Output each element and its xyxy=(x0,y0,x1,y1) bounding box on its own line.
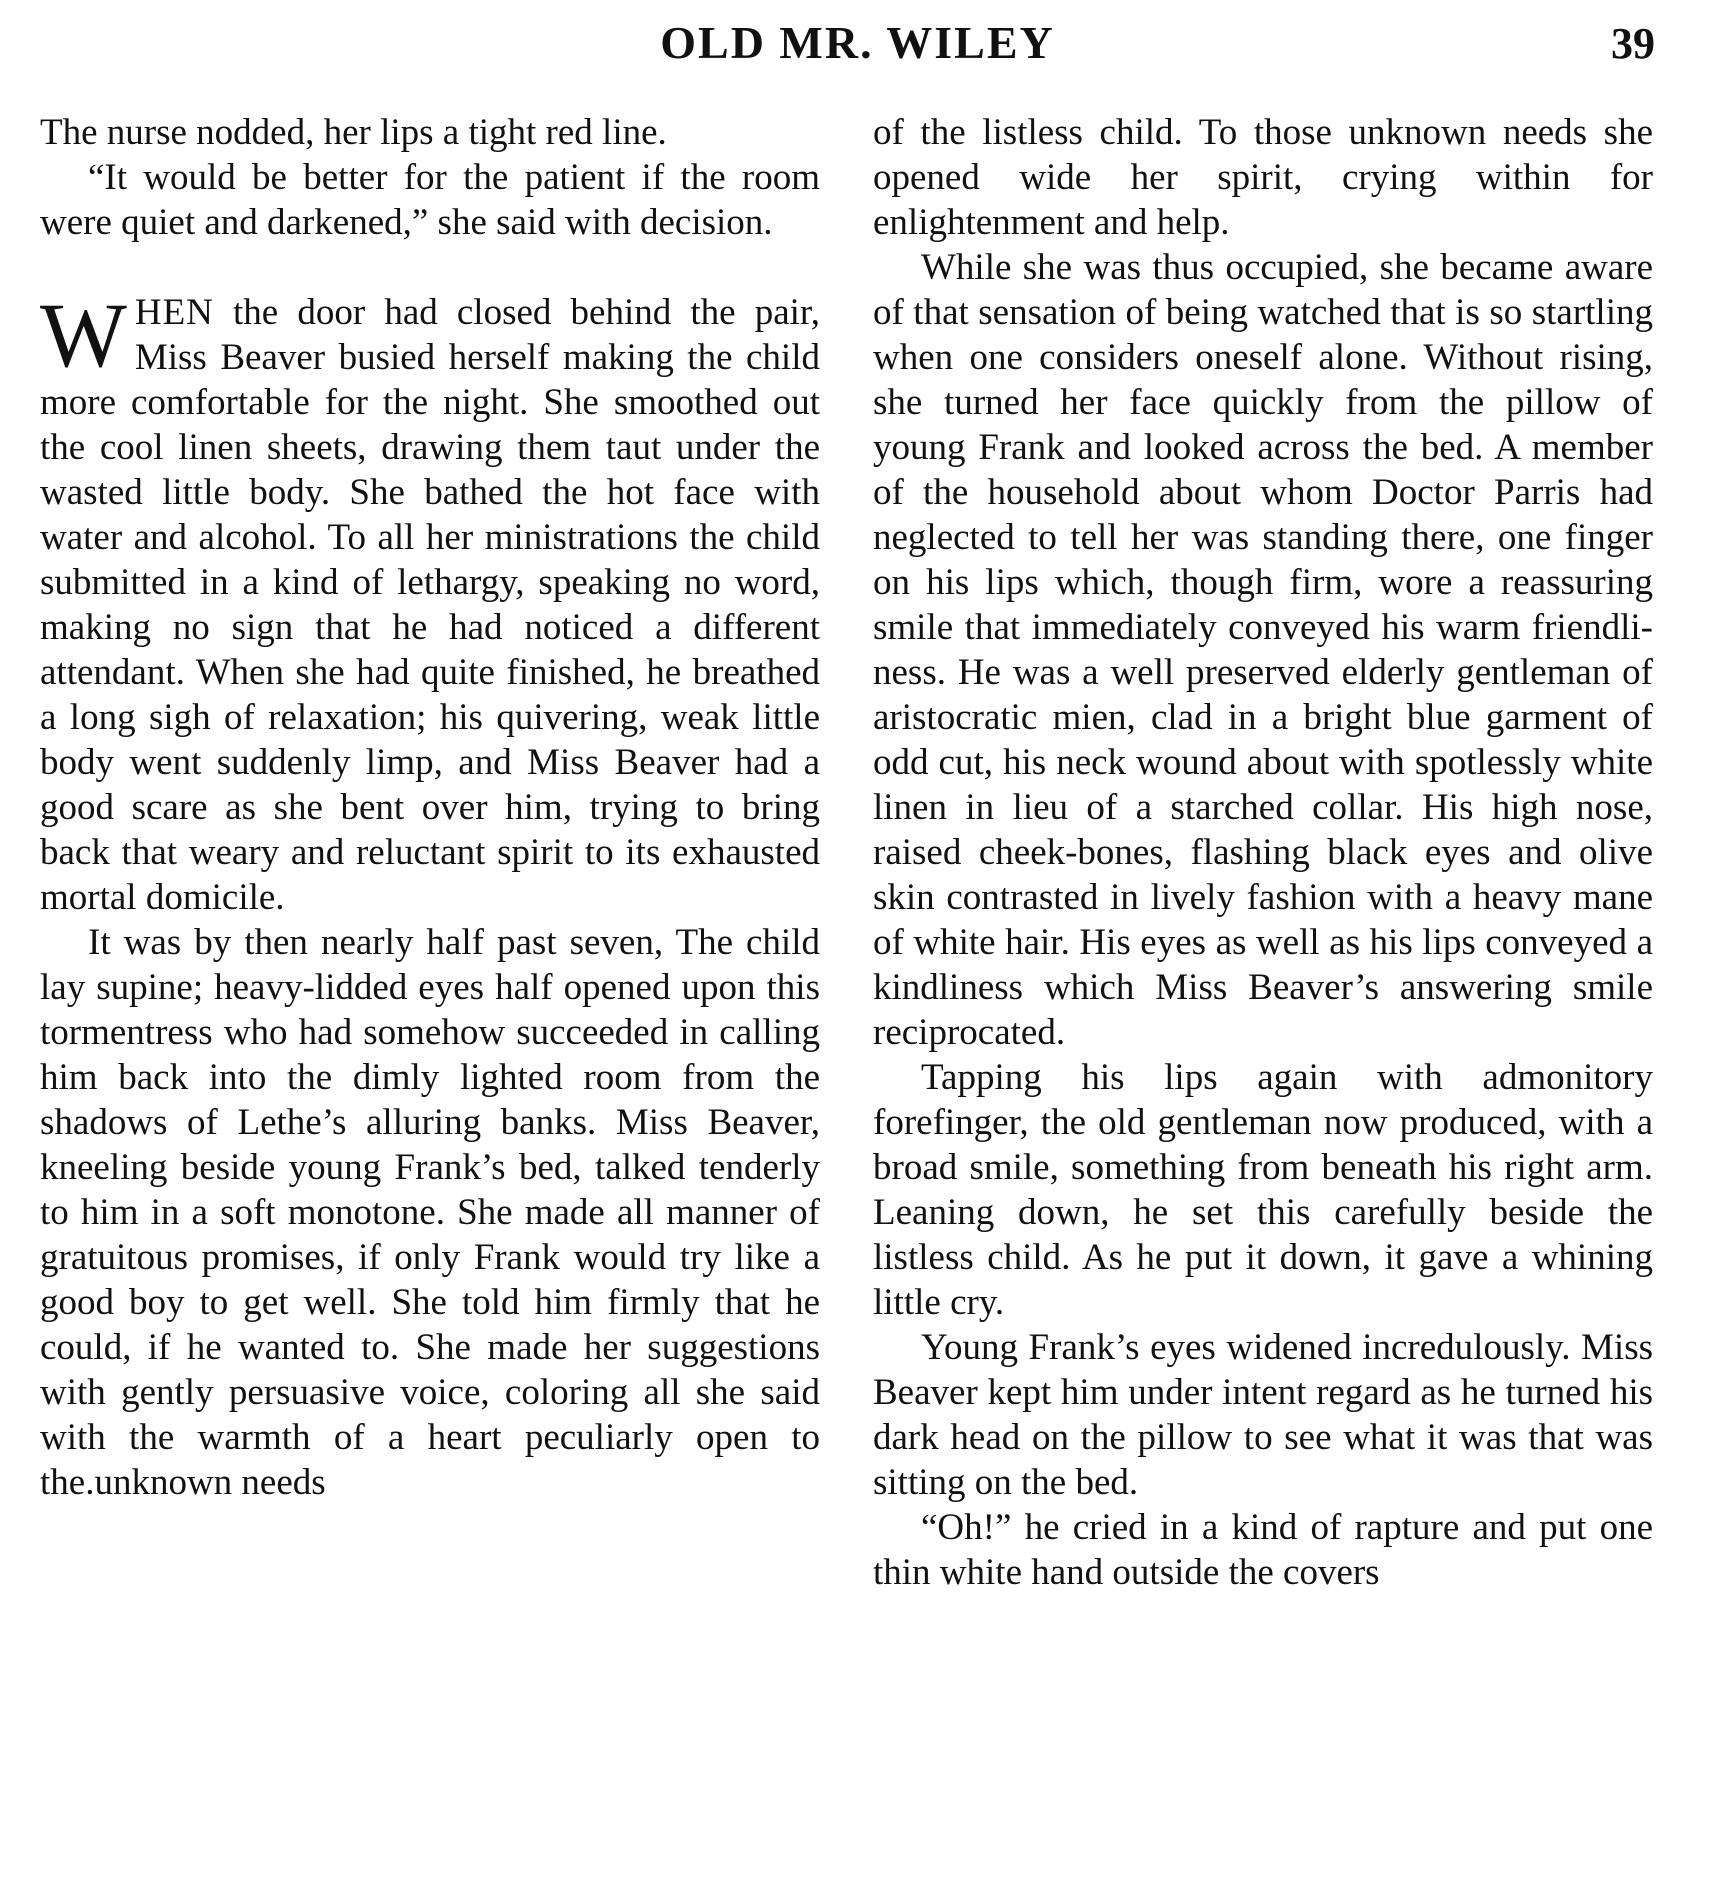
right-column xyxy=(873,110,1653,1595)
paragraph-text: the door had closed behind the pair, Miss Beaver busied herself making the child more comfortable for the night. She smoothed out the cool linen sheets, drawing them taut under the wasted little body. She bathed the hot face with water and alcohol. To all her ministrations the child submitted in a kind of lethargy, speaking no word, making no sign that he had noticed a different attendant. When she had quite finished, he breathed a long sigh of relaxation; his quivering, weak little body went suddenly limp, and Miss Beaver had a good scare as she bent over him, trying to bring back that weary and reluctant spirit to its exhausted mortal domicile. xyxy=(40,292,820,918)
paragraph: It was by then nearly half past seven, The child lay supine; heavy-lidded eyes half opened upon this tormentress who had somehow succeeded in calling him back into the dimly lighted room from the shadows of Lethe’s alluring banks. Miss Beaver, kneeling beside young Frank’s bed, talked tenderly to him in a soft monotone. She made all manner of gratuitous promises, if only Frank would try like a good boy to get well. She told him firmly that he could, if he wanted to. She made her suggestions with gently persuasive voice, coloring all she said with the warmth of a heart peculiarly open to the.unknown needs xyxy=(40,922,820,1503)
running-title: OLD MR. WILEY xyxy=(660,17,1055,68)
lead-word: HEN xyxy=(134,292,214,333)
paragraph: Tapping his lips again with admonitory forefinger, the old gentleman now produced, with a broad smile, something from beneath his right arm. Leaning down, he set this carefully beside the listless child. As he put it down, it gave a whining little cry. xyxy=(873,1057,1653,1323)
paragraph: “Oh!” he cried in a kind of rapture and put one thin white hand outside the covers xyxy=(873,1507,1653,1593)
page-number: 39 xyxy=(1611,19,1655,68)
paragraph: Young Frank’s eyes widened incredulously. Miss Beaver kept him under intent regard as he turned his dark head on the pillow to see what it was that was sitting on the bed. xyxy=(873,1327,1653,1503)
paragraph: While she was thus occupied, she became aware of that sensation of being watched that is so startling when one considers oneself alone. Without rising, she turned her face quickly from the pillow of young Frank and looked across the bed. A member of the household about whom Doctor Parris had neglected to tell her was standing there, one finger on his lips which, though firm, wore a reassuring smile that immediately conveyed his warm friendliness. He was a well preserved elderly gentleman of aristocratic mien, clad in a bright blue garment of odd cut, his neck wound about with spotlessly white linen in lieu of a starched collar. His high nose, raised cheek-bones, flashing black eyes and olive skin contrasted in lively fashion with a heavy mane of white hair. His eyes as well as his lips conveyed a kindliness which Miss Beaver’s answering smile reciprocated. xyxy=(873,247,1653,1053)
paragraph: “It would be better for the patient if the room were quiet and darkened,” she said with decision. xyxy=(40,157,820,243)
left-column xyxy=(40,110,820,1505)
section-opening-paragraph xyxy=(40,284,820,920)
paragraph: The nurse nodded, her lips a tight red line. xyxy=(40,112,667,153)
paragraph: of the listless child. To those unknown needs she opened wide her spirit, crying within for enlightenment and help. xyxy=(873,112,1653,243)
drop-cap: W xyxy=(40,284,127,386)
